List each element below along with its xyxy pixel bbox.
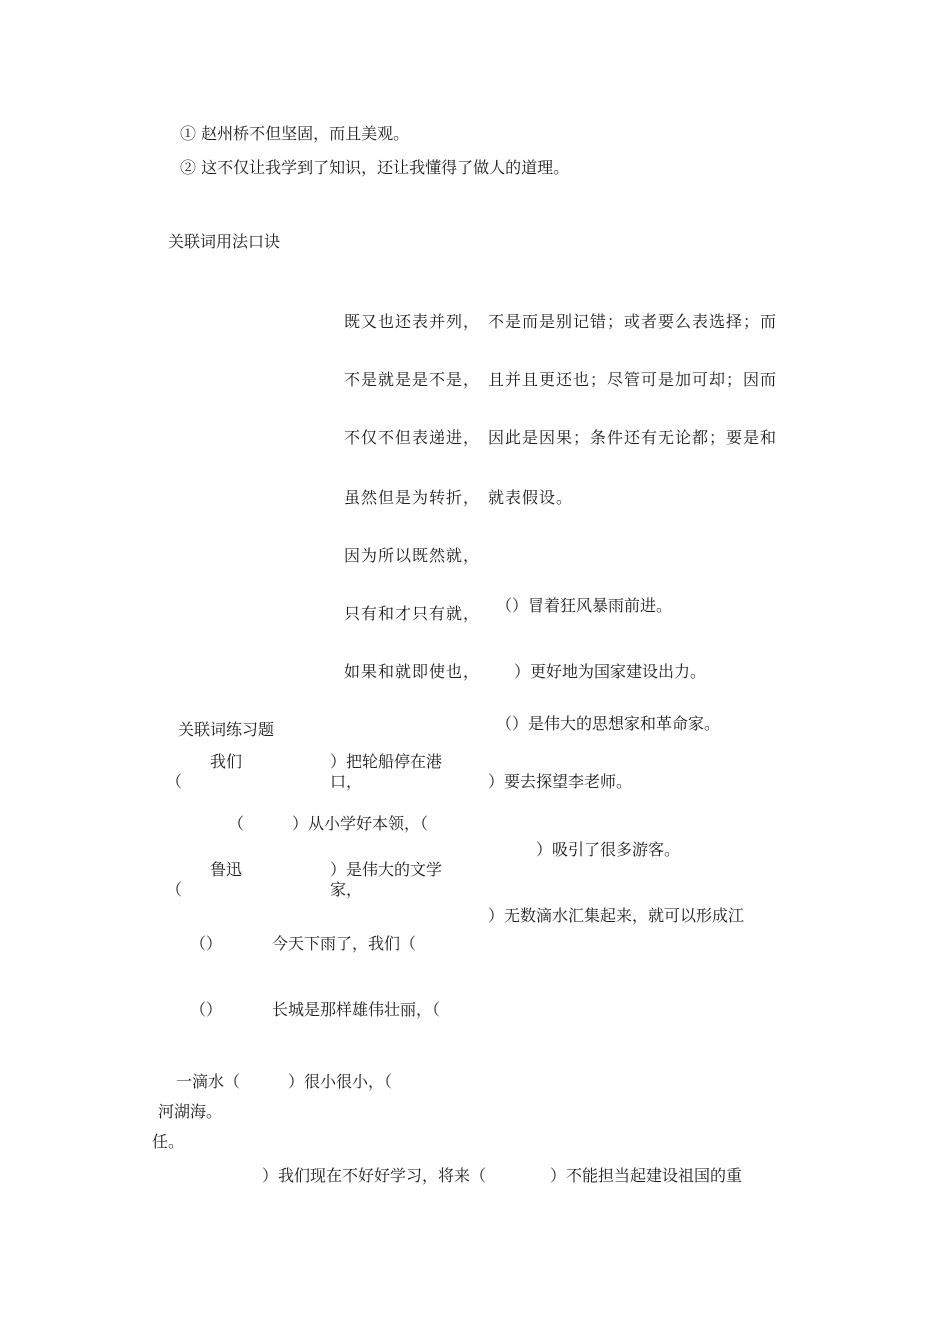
fragment-luxun: 鲁迅 (210, 860, 243, 879)
fragment-thinker: （）是伟大的思想家和革命家。 (496, 714, 721, 733)
fragment-women: 我们 (210, 752, 243, 771)
fragment-country: ）更好地为国家建设出力。 (514, 662, 707, 681)
example-1: ① 赵州桥不但坚固，而且美观。 (180, 124, 410, 143)
rhyme-title: 关联词用法口诀 (168, 232, 281, 251)
rhyme-line-5: 因为所以既然就， (344, 546, 481, 565)
rhyme-line-3: 不仅不但表递进， (344, 428, 481, 447)
fragment-ship-2: 口， (330, 772, 363, 791)
fragment-ship-1: ）把轮船停在港 (330, 752, 443, 771)
rhyme-continuation-2: 且并且更还也；尽管可是加可却；因而 (488, 370, 778, 389)
rhyme-line-2: 不是就是是不是， (344, 370, 481, 389)
exercise-title: 关联词练习题 (178, 720, 275, 739)
fragment-wall: 长城是那样雄伟壮丽，（ (272, 1000, 441, 1019)
paren-a: （ (166, 772, 183, 791)
rhyme-continuation-3: 因此是因果；条件还有无论都；要是和 (488, 428, 778, 447)
paren-c: （） (190, 934, 223, 953)
paren-d: （） (190, 1000, 223, 1019)
rhyme-continuation-1: 不是而是别记错；或者要么表选择；而 (488, 312, 778, 331)
fragment-skill: （ ）从小学好本领，（ (228, 814, 429, 833)
paren-b: （ (166, 880, 183, 899)
fragment-storm: （）冒着狂风暴雨前进。 (496, 596, 673, 615)
rhyme-line-1: 既又也还表并列， (344, 312, 481, 331)
fragment-writer-1: ）是伟大的文学 (330, 860, 443, 879)
example-2: ② 这不仅让我学到了知识，还让我懂得了做人的道理。 (180, 158, 570, 177)
fragment-drops: ）无数滴水汇集起来，就可以形成江 (488, 906, 745, 925)
rhyme-continuation-4: 就表假设。 (488, 488, 574, 507)
fragment-teacher: ）要去探望李老师。 (488, 772, 633, 791)
fragment-rain: 今天下雨了，我们（ (272, 934, 417, 953)
fragment-writer-2: 家， (330, 880, 363, 899)
rhyme-line-7: 如果和就即使也， (344, 662, 481, 681)
fragment-drop-small: 一滴水（ ）很小很小，（ (176, 1072, 393, 1091)
fragment-lakes: 河湖海。 (158, 1102, 223, 1121)
fragment-ren: 任。 (152, 1132, 185, 1151)
rhyme-line-4: 虽然但是为转折， (344, 488, 481, 507)
rhyme-line-6: 只有和才只有就， (344, 604, 481, 623)
fragment-tourists: ）吸引了很多游客。 (536, 840, 681, 859)
fragment-study: ）我们现在不好好学习，将来（ ）不能担当起建设祖国的重 (262, 1166, 743, 1185)
